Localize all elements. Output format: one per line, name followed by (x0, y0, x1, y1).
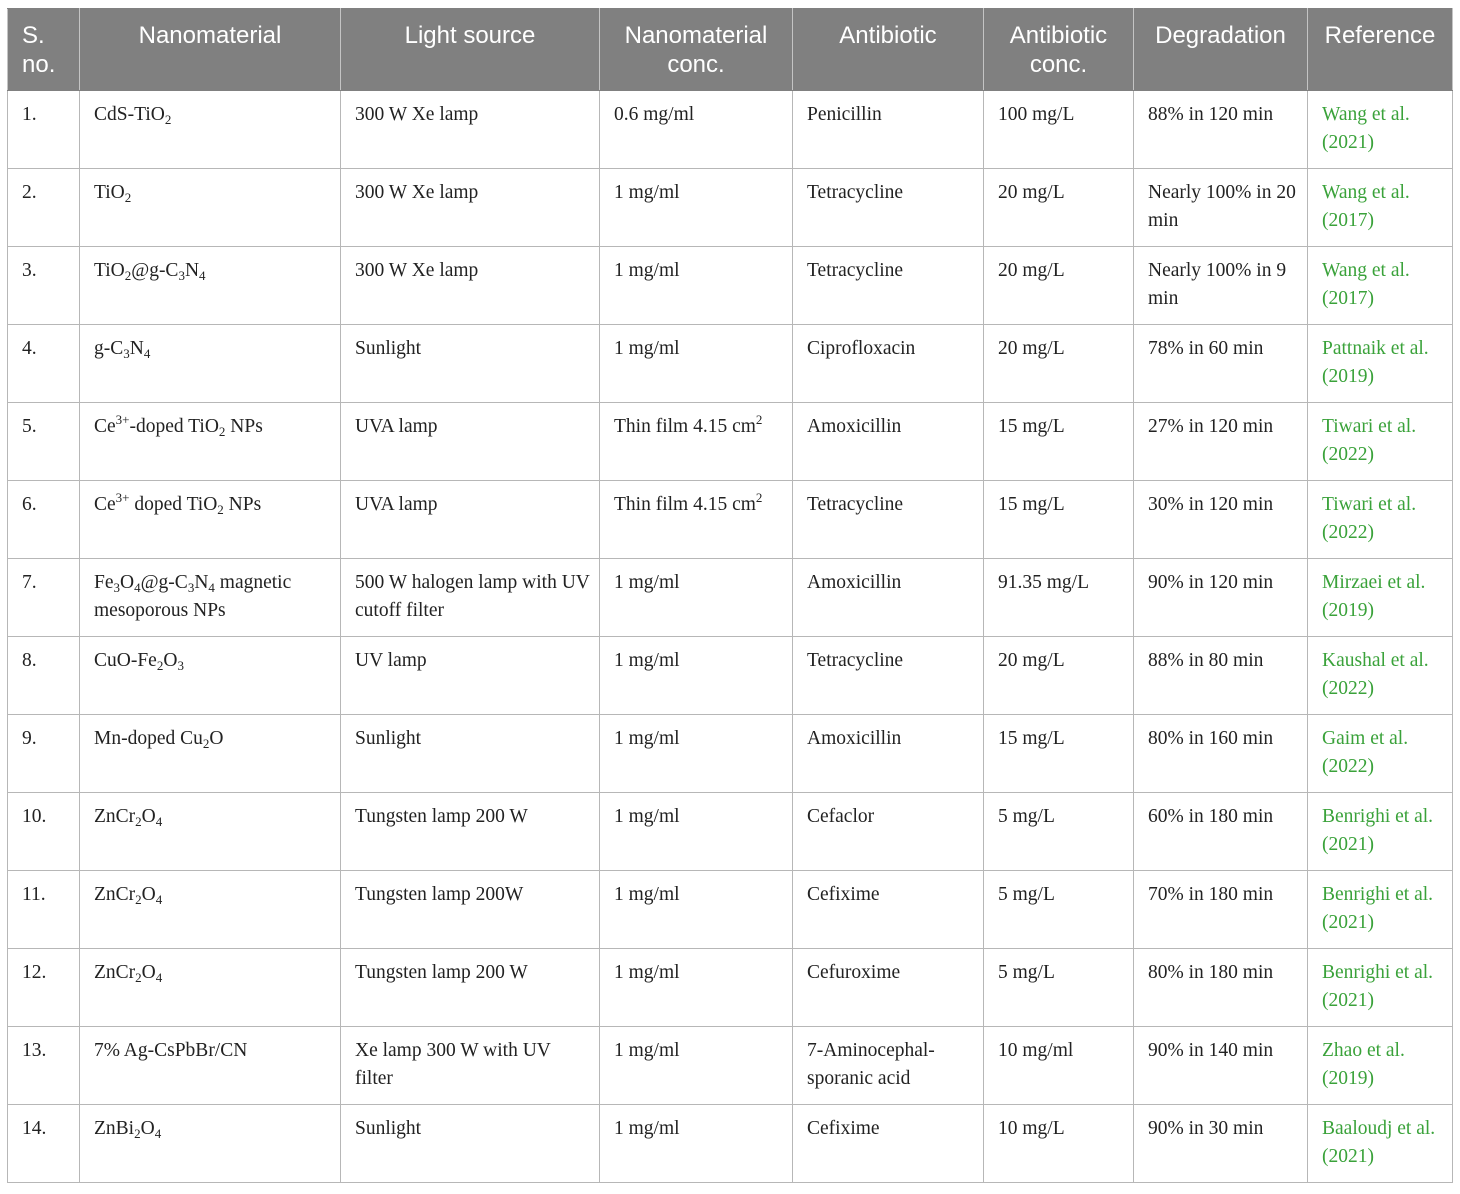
cell-antibiotic: Penicillin (793, 91, 984, 169)
table-body (8, 91, 1453, 1183)
cell-nanomaterial (80, 169, 341, 247)
text-segment: O (120, 572, 135, 593)
cell-nanomaterial (80, 559, 341, 637)
cell-nanomaterial-conc: 1 mg/ml (600, 247, 793, 325)
table-header (8, 9, 1453, 91)
text-segment: O (141, 884, 156, 905)
text-segment: Thin film 4.15 cm (614, 494, 756, 515)
superscript: 3+ (115, 490, 130, 505)
cell-nanomaterial-conc: 1 mg/ml (600, 559, 793, 637)
cell-antibiotic: Tetracycline (793, 169, 984, 247)
cell-sno: 7. (8, 559, 80, 637)
text-segment: NPs (223, 494, 262, 515)
subscript: 4 (143, 346, 151, 361)
cell-sno: 6. (8, 481, 80, 559)
header-sno: S. no. (8, 9, 80, 91)
subscript: 4 (154, 1126, 162, 1141)
cell-degradation: 30% in 120 min (1134, 481, 1308, 559)
cell-degradation: Nearly 100% in 20 min (1134, 169, 1308, 247)
cell-antibiotic: 7-Aminocephal-sporanic acid (793, 1027, 984, 1105)
subscript: 4 (155, 814, 163, 829)
cell-degradation: 90% in 140 min (1134, 1027, 1308, 1105)
cell-reference-link[interactable]: Kaushal et al. (2022) (1308, 637, 1453, 715)
cell-antibiotic-conc: 15 mg/L (984, 481, 1134, 559)
table-row (8, 559, 1453, 637)
subscript: 3 (177, 658, 184, 673)
table-row (8, 793, 1453, 871)
header-antibiotic-conc: Antibiotic conc. (984, 9, 1134, 91)
cell-light-source: UVA lamp (341, 403, 600, 481)
cell-nanomaterial-conc: 0.6 mg/ml (600, 91, 793, 169)
text-segment: CdS-TiO (94, 104, 165, 125)
cell-nanomaterial (80, 325, 341, 403)
header-degradation: Degradation (1134, 9, 1308, 91)
cell-antibiotic-conc: 91.35 mg/L (984, 559, 1134, 637)
text-segment: N (129, 338, 144, 359)
cell-degradation: 27% in 120 min (1134, 403, 1308, 481)
subscript: 3 (178, 268, 185, 283)
cell-nanomaterial-conc: 1 mg/ml (600, 325, 793, 403)
table-row (8, 715, 1453, 793)
text-segment: TiO (94, 260, 125, 281)
superscript: 2 (755, 490, 763, 505)
cell-antibiotic-conc: 100 mg/L (984, 91, 1134, 169)
subscript: 3 (187, 580, 195, 595)
cell-degradation: 90% in 120 min (1134, 559, 1308, 637)
text-segment: CuO-Fe (94, 650, 157, 671)
cell-light-source: Tungsten lamp 200W (341, 871, 600, 949)
cell-sno: 13. (8, 1027, 80, 1105)
text-segment: N (184, 260, 200, 281)
cell-reference-link[interactable]: Zhao et al. (2019) (1308, 1027, 1453, 1105)
text-segment: ZnCr (94, 962, 136, 983)
cell-antibiotic: Cefuroxime (793, 949, 984, 1027)
cell-sno: 8. (8, 637, 80, 715)
text-segment: Thin film 4.15 cm (614, 416, 756, 437)
text-segment: O (141, 962, 156, 983)
subscript: 3 (113, 580, 120, 595)
subscript: 4 (155, 970, 163, 985)
table-row (8, 169, 1453, 247)
subscript: 3 (123, 346, 130, 361)
text-segment: magnetic mesoporous NPs (94, 572, 292, 621)
cell-antibiotic: Cefixime (793, 1105, 984, 1183)
table-row (8, 403, 1453, 481)
subscript: 2 (135, 892, 142, 907)
table-row (8, 871, 1453, 949)
text-segment: Ce (94, 494, 116, 515)
cell-degradation: 90% in 30 min (1134, 1105, 1308, 1183)
cell-nanomaterial-conc: 1 mg/ml (600, 1027, 793, 1105)
cell-light-source: Sunlight (341, 715, 600, 793)
cell-light-source: Tungsten lamp 200 W (341, 949, 600, 1027)
text-segment: -doped TiO (129, 416, 219, 437)
cell-antibiotic: Tetracycline (793, 481, 984, 559)
header-light-source: Light source (341, 9, 600, 91)
cell-nanomaterial (80, 481, 341, 559)
text-segment: O (209, 728, 224, 749)
cell-degradation: Nearly 100% in 9 min (1134, 247, 1308, 325)
cell-nanomaterial (80, 715, 341, 793)
cell-nanomaterial-conc: 1 mg/ml (600, 715, 793, 793)
cell-antibiotic-conc: 10 mg/L (984, 1105, 1134, 1183)
cell-reference-link[interactable]: Baaloudj et al. (2021) (1308, 1105, 1453, 1183)
superscript: 2 (755, 412, 763, 427)
header-row (8, 9, 1453, 91)
table-row (8, 325, 1453, 403)
cell-reference-link[interactable]: Wang et al. (2017) (1308, 247, 1453, 325)
cell-nanomaterial-conc: 1 mg/ml (600, 793, 793, 871)
cell-antibiotic-conc: 20 mg/L (984, 325, 1134, 403)
text-segment: O (163, 650, 178, 671)
cell-nanomaterial-conc (600, 481, 793, 559)
cell-light-source: 500 W halogen lamp with UV cutoff filter (341, 559, 600, 637)
cell-nanomaterial-conc: 1 mg/ml (600, 949, 793, 1027)
cell-sno: 5. (8, 403, 80, 481)
cell-antibiotic-conc: 5 mg/L (984, 949, 1134, 1027)
cell-antibiotic: Ciprofloxacin (793, 325, 984, 403)
cell-antibiotic-conc: 20 mg/L (984, 247, 1134, 325)
cell-antibiotic: Tetracycline (793, 247, 984, 325)
cell-antibiotic: Cefaclor (793, 793, 984, 871)
cell-sno: 3. (8, 247, 80, 325)
cell-antibiotic-conc: 10 mg/ml (984, 1027, 1134, 1105)
cell-sno: 9. (8, 715, 80, 793)
cell-reference-link[interactable]: Benrighi et al. (2021) (1308, 949, 1453, 1027)
text-segment: TiO (94, 182, 125, 203)
cell-light-source: Tungsten lamp 200 W (341, 793, 600, 871)
cell-light-source: UVA lamp (341, 481, 600, 559)
subscript: 2 (202, 736, 210, 751)
cell-antibiotic-conc: 20 mg/L (984, 637, 1134, 715)
subscript: 2 (135, 814, 142, 829)
subscript: 2 (218, 424, 226, 439)
table-row (8, 247, 1453, 325)
cell-nanomaterial (80, 637, 341, 715)
table-row (8, 1027, 1453, 1105)
cell-antibiotic: Amoxicillin (793, 559, 984, 637)
cell-sno: 12. (8, 949, 80, 1027)
subscript: 2 (164, 112, 172, 127)
cell-degradation: 80% in 180 min (1134, 949, 1308, 1027)
data-table (7, 8, 1453, 1183)
text-segment: @g-C (131, 260, 179, 281)
superscript: 3+ (115, 412, 130, 427)
cell-antibiotic: Amoxicillin (793, 715, 984, 793)
subscript: 4 (134, 580, 141, 595)
cell-light-source: 300 W Xe lamp (341, 91, 600, 169)
cell-nanomaterial-conc: 1 mg/ml (600, 169, 793, 247)
cell-sno: 1. (8, 91, 80, 169)
cell-nanomaterial (80, 403, 341, 481)
cell-antibiotic-conc: 5 mg/L (984, 793, 1134, 871)
cell-nanomaterial-conc: 1 mg/ml (600, 1105, 793, 1183)
cell-degradation: 80% in 160 min (1134, 715, 1308, 793)
cell-sno: 11. (8, 871, 80, 949)
cell-antibiotic-conc: 20 mg/L (984, 169, 1134, 247)
table-row (8, 949, 1453, 1027)
cell-reference-link[interactable]: Tiwari et al. (2022) (1308, 481, 1453, 559)
cell-antibiotic-conc: 15 mg/L (984, 715, 1134, 793)
subscript: 2 (134, 1126, 141, 1141)
cell-nanomaterial-conc: 1 mg/ml (600, 871, 793, 949)
text-segment: g-C (94, 338, 124, 359)
cell-nanomaterial (80, 1105, 341, 1183)
cell-nanomaterial (80, 91, 341, 169)
header-reference: Reference (1308, 9, 1453, 91)
cell-sno: 14. (8, 1105, 80, 1183)
subscript: 4 (208, 580, 215, 595)
cell-degradation: 70% in 180 min (1134, 871, 1308, 949)
subscript: 2 (156, 658, 164, 673)
cell-nanomaterial-conc (600, 403, 793, 481)
cell-nanomaterial (80, 949, 341, 1027)
cell-reference-link[interactable]: Benrighi et al. (2021) (1308, 871, 1453, 949)
cell-degradation: 60% in 180 min (1134, 793, 1308, 871)
cell-reference-link[interactable]: Tiwari et al. (2022) (1308, 403, 1453, 481)
subscript: 4 (155, 892, 163, 907)
cell-nanomaterial (80, 871, 341, 949)
cell-sno: 4. (8, 325, 80, 403)
cell-reference-link[interactable]: Pattnaik et al. (2019) (1308, 325, 1453, 403)
cell-antibiotic: Tetracycline (793, 637, 984, 715)
header-antibiotic: Antibiotic (793, 9, 984, 91)
cell-sno: 10. (8, 793, 80, 871)
cell-antibiotic: Cefixime (793, 871, 984, 949)
subscript: 2 (124, 190, 132, 205)
text-segment: doped TiO (129, 494, 218, 515)
cell-nanomaterial (80, 247, 341, 325)
cell-degradation: 88% in 80 min (1134, 637, 1308, 715)
table-row (8, 637, 1453, 715)
table-row (8, 481, 1453, 559)
subscript: 2 (124, 268, 132, 283)
header-nanomaterial-conc: Nanomaterial conc. (600, 9, 793, 91)
cell-sno: 2. (8, 169, 80, 247)
cell-light-source: 300 W Xe lamp (341, 247, 600, 325)
cell-reference-link[interactable]: Wang et al. (2017) (1308, 169, 1453, 247)
cell-light-source: Xe lamp 300 W with UV filter (341, 1027, 600, 1105)
table-row (8, 1105, 1453, 1183)
table-row (8, 91, 1453, 169)
cell-light-source: 300 W Xe lamp (341, 169, 600, 247)
text-segment: NPs (225, 416, 263, 437)
text-segment: N (194, 572, 209, 593)
cell-reference-link[interactable]: Benrighi et al. (2021) (1308, 793, 1453, 871)
cell-degradation: 88% in 120 min (1134, 91, 1308, 169)
text-segment: @g-C (140, 572, 188, 593)
cell-nanomaterial: 7% Ag-CsPbBr/CN (80, 1027, 341, 1105)
text-segment: Ce (94, 416, 116, 437)
text-segment: Mn-doped Cu (94, 728, 203, 749)
subscript: 2 (217, 502, 224, 517)
cell-nanomaterial (80, 793, 341, 871)
header-nanomaterial: Nanomaterial (80, 9, 341, 91)
text-segment: ZnCr (94, 884, 136, 905)
cell-antibiotic-conc: 15 mg/L (984, 403, 1134, 481)
subscript: 4 (199, 268, 206, 283)
cell-reference-link[interactable]: Mirzaei et al. (2019) (1308, 559, 1453, 637)
text-segment: O (141, 806, 156, 827)
text-segment: O (140, 1118, 155, 1139)
cell-light-source: Sunlight (341, 1105, 600, 1183)
subscript: 2 (135, 970, 142, 985)
cell-antibiotic: Amoxicillin (793, 403, 984, 481)
cell-reference-link[interactable]: Wang et al. (2021) (1308, 91, 1453, 169)
cell-nanomaterial-conc: 1 mg/ml (600, 637, 793, 715)
text-segment: Fe (94, 572, 114, 593)
cell-reference-link[interactable]: Gaim et al. (2022) (1308, 715, 1453, 793)
cell-light-source: Sunlight (341, 325, 600, 403)
text-segment: ZnCr (94, 806, 136, 827)
cell-light-source: UV lamp (341, 637, 600, 715)
cell-antibiotic-conc: 5 mg/L (984, 871, 1134, 949)
cell-degradation: 78% in 60 min (1134, 325, 1308, 403)
text-segment: ZnBi (94, 1118, 135, 1139)
